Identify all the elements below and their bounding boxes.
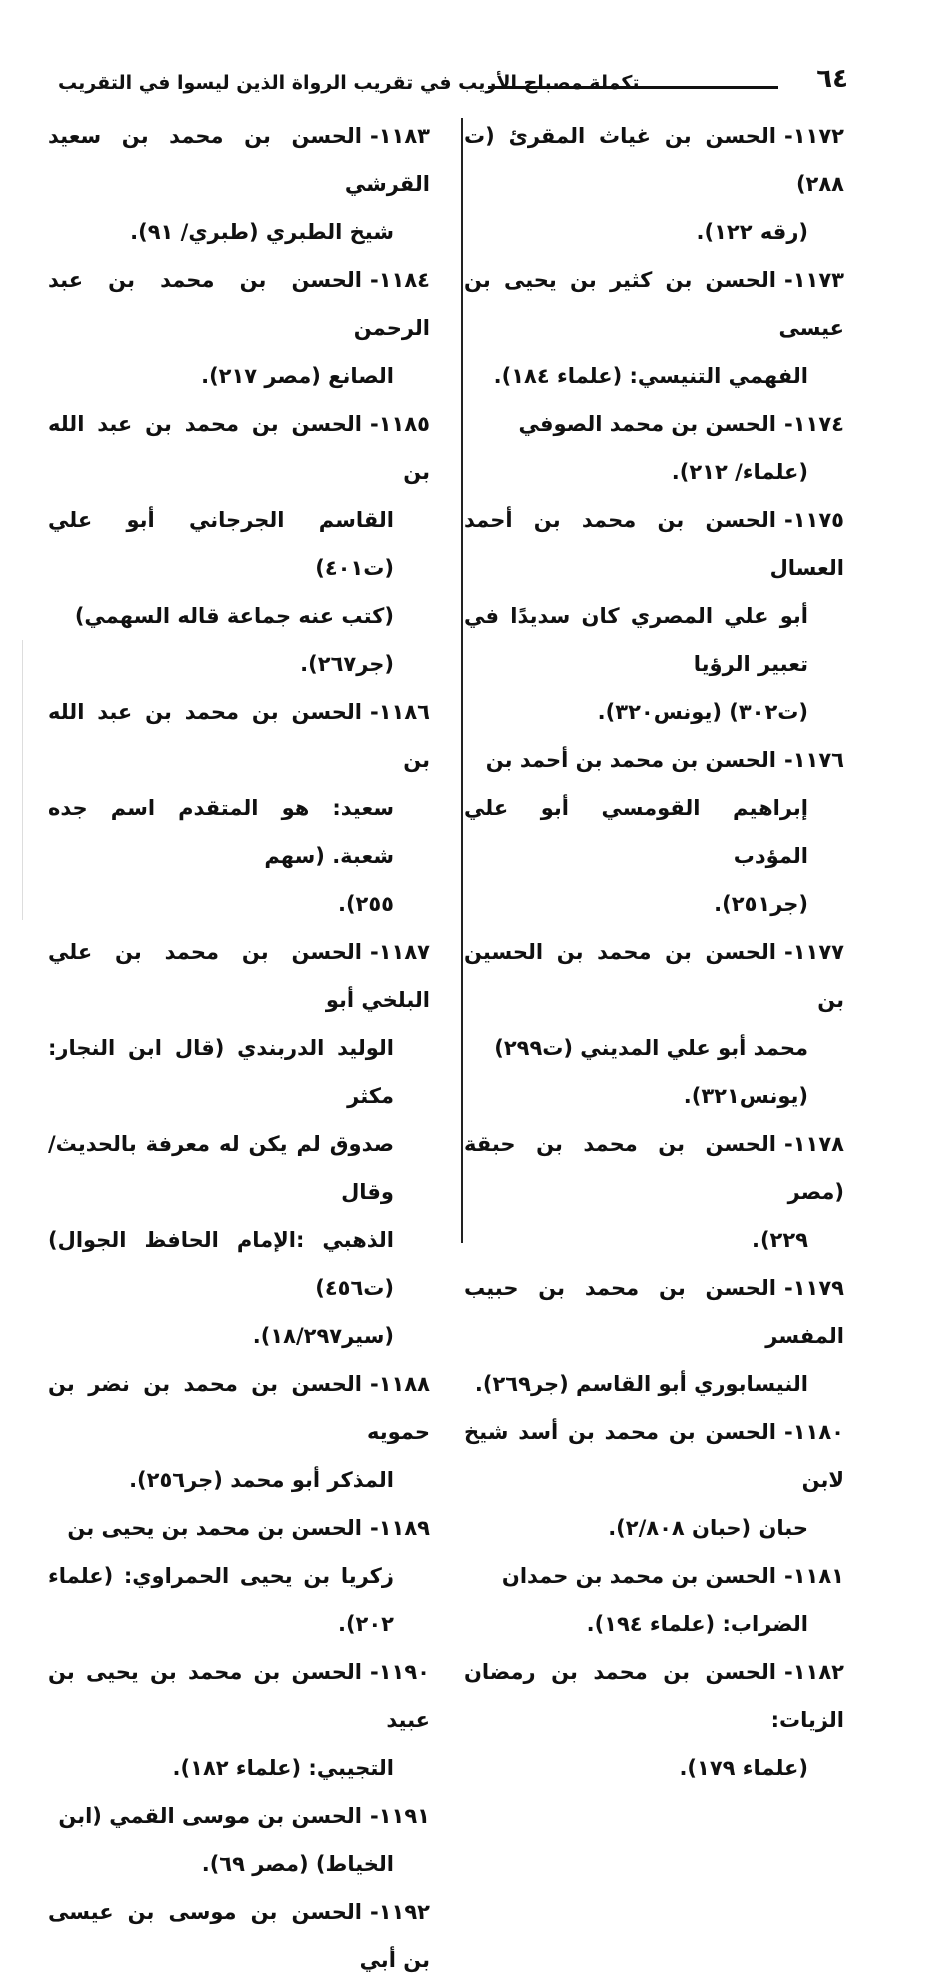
entry-continuation: (كتب عنه جماعة قاله السهمي): [74, 604, 394, 628]
entry-number: ١١٧٤-: [784, 412, 844, 436]
entry-text: الحسن بن غياث المقرئ (ت ٢٨٨): [464, 124, 844, 196]
biography-entry: [464, 1408, 844, 1552]
entry-number: ١١٨٩-: [370, 1516, 430, 1540]
entry-number: ١١٨٠-: [784, 1420, 844, 1444]
biography-entry: [48, 256, 430, 400]
entry-number: ١١٩٢-: [370, 1900, 430, 1924]
entry-continuation: (يونس٣٢١).: [683, 1084, 808, 1108]
entry-continuation: حبان (حبان ٢/٨٠٨).: [608, 1516, 808, 1540]
entry-text: الحسن بن محمد بن عبد الله بن: [48, 412, 430, 484]
entry-text: الحسن بن محمد بن حمدان: [501, 1564, 776, 1588]
entry-continuation: صدوق لم يكن له معرفة بالحديث/ وقال: [48, 1132, 394, 1204]
entry-number: ١١٧٩-: [784, 1276, 844, 1300]
entry-text: الحسن بن محمد بن أحمد العسال: [464, 508, 844, 580]
entry-text: الحسن بن محمد بن الحسين بن: [464, 940, 844, 1012]
column-divider: [461, 118, 463, 1243]
entry-continuation: شيخ الطبري (طبري/ ٩١).: [130, 220, 394, 244]
entry-text: الحسن بن محمد بن علي البلخي أبو: [48, 940, 430, 1012]
biography-entry: [464, 1552, 844, 1648]
entry-continuation: (علماء ١٧٩).: [679, 1756, 808, 1780]
biography-entry: [464, 736, 844, 928]
biography-entry: [464, 400, 844, 496]
entry-continuation: التجيبي: (علماء ١٨٢).: [172, 1756, 394, 1780]
biography-entry: [464, 496, 844, 736]
entry-number: ١١٨٨-: [370, 1372, 430, 1396]
entry-continuation: (جر٢٦٧).: [300, 652, 394, 676]
entry-continuation: (سير١٨/٢٩٧).: [252, 1324, 394, 1348]
entry-continuation: الخياط) (مصر ٦٩).: [201, 1852, 394, 1876]
right-column: [464, 112, 844, 1792]
entry-text: الحسن بن محمد بن سعيد القرشي: [48, 124, 430, 196]
entry-text: الحسن بن محمد الصوفي: [518, 412, 776, 436]
biography-entry: [48, 928, 430, 1360]
entry-continuation: الوليد الدربندي (قال ابن النجار: مكثر: [48, 1036, 394, 1108]
biography-entry: [464, 1648, 844, 1792]
entry-number: ١١٧٨-: [784, 1132, 844, 1156]
entry-text: الحسن بن محمد بن يحيى بن: [67, 1516, 362, 1540]
entry-continuation: ٢٢٩).: [751, 1228, 808, 1252]
entry-number: ١١٧٧-: [784, 940, 844, 964]
entry-continuation: أبو علي المصري كان سديدًا في تعبير الرؤيا: [464, 604, 808, 676]
biography-entry: [464, 256, 844, 400]
entry-continuation: محمد أبو علي المديني (ت٢٩٩): [494, 1036, 808, 1060]
entry-continuation: (ت٣٠٢) (يونس٣٢٠).: [597, 700, 808, 724]
entry-number: ١١٧٢-: [784, 124, 844, 148]
entry-number: ١١٨٤-: [370, 268, 430, 292]
entry-number: ١١٧٥-: [784, 508, 844, 532]
entry-text: الحسن بن محمد بن أسد شيخ لابن: [464, 1420, 844, 1492]
entry-number: ١١٨٢-: [784, 1660, 844, 1684]
entry-continuation: المذكر أبو محمد (جر٢٥٦).: [129, 1468, 394, 1492]
entry-number: ١١٩٠-: [370, 1660, 430, 1684]
entry-number: ١١٨٦-: [370, 700, 430, 724]
entry-number: ١١٨٥-: [370, 412, 430, 436]
biography-entry: [48, 1360, 430, 1504]
entry-continuation: (جر٢٥١).: [714, 892, 808, 916]
entry-continuation: القاسم الجرجاني أبو علي (ت٤٠١): [48, 508, 394, 580]
entry-continuation: ٢٥٥).: [337, 892, 394, 916]
entry-continuation: النيسابوري أبو القاسم (جر٢٦٩).: [474, 1372, 808, 1396]
entry-continuation: الصانع (مصر ٢١٧).: [201, 364, 394, 388]
biography-entry: [48, 400, 430, 688]
entry-number: ١١٧٣-: [784, 268, 844, 292]
entry-number: ١١٩١-: [370, 1804, 430, 1828]
entry-text: الحسن بن كثير بن يحيى بن عيسى: [464, 268, 844, 340]
entry-continuation: زكريا بن يحيى الحمراوي: (علماء ٢٠٢).: [48, 1564, 394, 1636]
entry-text: الحسن بن موسى بن عيسى بن أبي: [48, 1900, 430, 1972]
entry-continuation: (علماء/ ٢١٢).: [671, 460, 808, 484]
entry-continuation: الذهبي :الإمام الحافظ الجوال) (ت٤٥٦): [48, 1228, 394, 1300]
entry-text: الحسن بن موسى القمي (ابن: [58, 1804, 362, 1828]
left-column: [48, 112, 430, 1984]
biography-entry: [464, 928, 844, 1120]
entry-continuation: الضراب: (علماء ١٩٤).: [586, 1612, 808, 1636]
running-title: تكملة مصباح الأريب في تقريب الرواة الذين ليسوا في التقريب: [58, 72, 640, 94]
biography-entry: [48, 1888, 430, 1984]
entry-continuation: إبراهيم القومسي أبو علي المؤدب: [464, 796, 808, 868]
margin-line: [22, 640, 23, 920]
entry-text: الحسن بن محمد بن حبقة (مصر: [464, 1132, 844, 1204]
entry-continuation: سعيد: هو المتقدم اسم جده شعبة. (سهم: [48, 796, 394, 868]
entry-continuation: (رقه ١٢٢).: [696, 220, 808, 244]
biography-entry: [464, 1120, 844, 1264]
page-number: ٦٤: [816, 64, 848, 94]
biography-entry: [464, 112, 844, 256]
entry-number: ١١٧٦-: [784, 748, 844, 772]
entry-number: ١١٨٣-: [370, 124, 430, 148]
entry-text: الحسن بن محمد بن يحيى بن عبيد: [48, 1660, 430, 1732]
entry-text: الحسن بن محمد بن عبد الرحمن: [48, 268, 430, 340]
entry-text: الحسن بن محمد بن حبيب المفسر: [464, 1276, 844, 1348]
entry-number: ١١٨١-: [784, 1564, 844, 1588]
entry-text: الحسن بن محمد بن أحمد بن: [485, 748, 776, 772]
biography-entry: [48, 1792, 430, 1888]
biography-entry: [48, 1648, 430, 1792]
entry-text: الحسن بن محمد بن نضر بن حمويه: [48, 1372, 430, 1444]
biography-entry: [48, 688, 430, 928]
entry-text: الحسن بن محمد بن رمضان الزيات:: [464, 1660, 844, 1732]
biography-entry: [48, 112, 430, 256]
page-header: [58, 64, 848, 104]
biography-entry: [464, 1264, 844, 1408]
biography-entry: [48, 1504, 430, 1648]
entry-text: الحسن بن محمد بن عبد الله بن: [48, 700, 430, 772]
entry-number: ١١٨٧-: [370, 940, 430, 964]
entry-continuation: الفهمي التنيسي: (علماء ١٨٤).: [493, 364, 808, 388]
